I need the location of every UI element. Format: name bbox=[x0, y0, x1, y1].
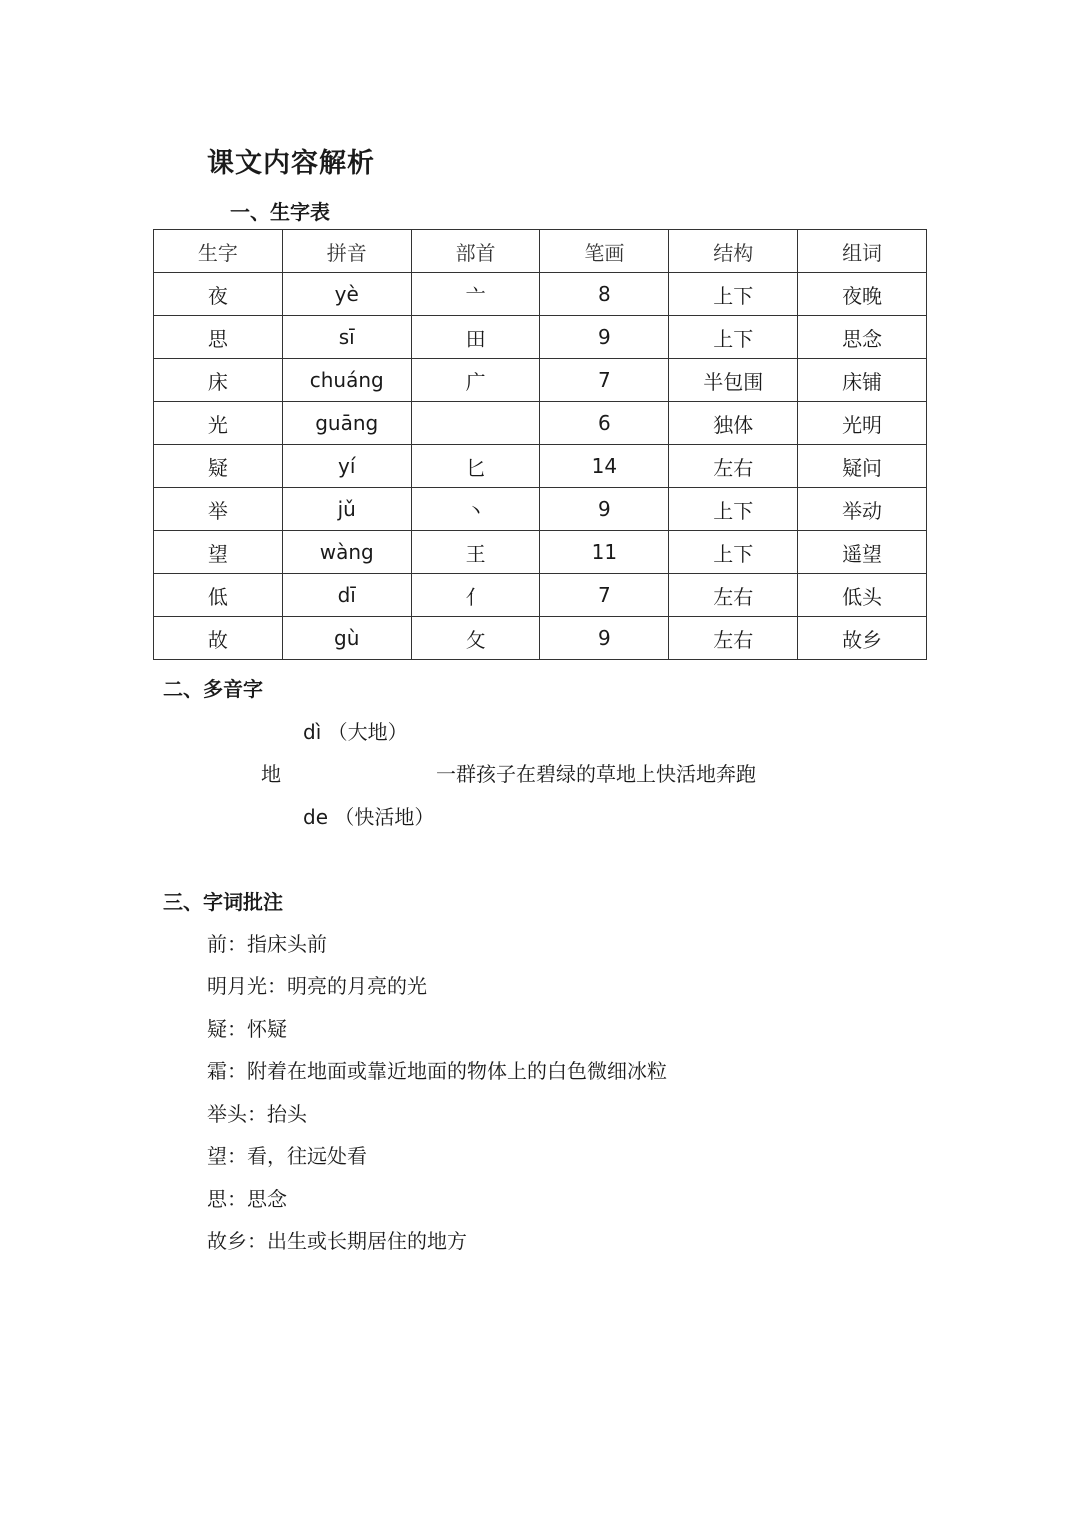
word-cell: 夜晚 bbox=[798, 273, 927, 316]
radical-cell: 亻 bbox=[411, 574, 540, 617]
word-cell: 低头 bbox=[798, 574, 927, 617]
pinyin: dì bbox=[303, 720, 322, 744]
word-cell: 光明 bbox=[798, 402, 927, 445]
example-word: （快活地） bbox=[334, 805, 435, 829]
char-cell: 光 bbox=[154, 402, 283, 445]
table-row bbox=[154, 402, 927, 445]
stroke-count-cell: 9 bbox=[540, 316, 669, 359]
char-cell: 低 bbox=[154, 574, 283, 617]
section-heading-annotations: 三、字词批注 bbox=[163, 890, 283, 914]
structure-cell: 独体 bbox=[669, 402, 798, 445]
pinyin-cell: yè bbox=[282, 273, 411, 316]
column-header: 结构 bbox=[669, 230, 798, 273]
polyphonic-char: 地 bbox=[261, 762, 281, 786]
word-cell: 举动 bbox=[798, 488, 927, 531]
word-cell: 遥望 bbox=[798, 531, 927, 574]
radical-cell: 王 bbox=[411, 531, 540, 574]
section-heading-polyphonic: 二、多音字 bbox=[163, 677, 263, 701]
column-header: 拼音 bbox=[282, 230, 411, 273]
stroke-count-cell: 11 bbox=[540, 531, 669, 574]
table-row bbox=[154, 445, 927, 488]
table-row bbox=[154, 531, 927, 574]
radical-cell: 亠 bbox=[411, 273, 540, 316]
radical-cell: 匕 bbox=[411, 445, 540, 488]
character-table bbox=[153, 229, 927, 660]
polyphonic-reading-2 bbox=[303, 801, 434, 830]
polyphonic-example-sentence: 一群孩子在碧绿的草地上快活地奔跑 bbox=[436, 762, 756, 786]
char-cell: 疑 bbox=[154, 445, 283, 488]
word-cell: 疑问 bbox=[798, 445, 927, 488]
annotation-item: 思：思念 bbox=[207, 1187, 287, 1211]
stroke-count-cell: 8 bbox=[540, 273, 669, 316]
char-cell: 望 bbox=[154, 531, 283, 574]
structure-cell: 左右 bbox=[669, 574, 798, 617]
structure-cell: 左右 bbox=[669, 445, 798, 488]
annotation-item: 举头：抬头 bbox=[207, 1102, 307, 1126]
structure-cell: 半包围 bbox=[669, 359, 798, 402]
example-word: （大地） bbox=[327, 720, 408, 744]
pinyin-cell: dī bbox=[282, 574, 411, 617]
page-title: 课文内容解析 bbox=[207, 148, 375, 179]
structure-cell: 左右 bbox=[669, 617, 798, 660]
column-header: 部首 bbox=[411, 230, 540, 273]
word-cell: 故乡 bbox=[798, 617, 927, 660]
section-heading-char-table: 一、生字表 bbox=[230, 200, 330, 224]
structure-cell: 上下 bbox=[669, 273, 798, 316]
stroke-count-cell: 9 bbox=[540, 617, 669, 660]
char-cell: 思 bbox=[154, 316, 283, 359]
pinyin-cell: chuáng bbox=[282, 359, 411, 402]
table-row bbox=[154, 273, 927, 316]
radical-cell: 田 bbox=[411, 316, 540, 359]
table-row bbox=[154, 316, 927, 359]
radical-cell: 广 bbox=[411, 359, 540, 402]
column-header: 笔画 bbox=[540, 230, 669, 273]
stroke-count-cell: 6 bbox=[540, 402, 669, 445]
pinyin-cell: guāng bbox=[282, 402, 411, 445]
pinyin-cell: gù bbox=[282, 617, 411, 660]
table-header-row bbox=[154, 230, 927, 273]
stroke-count-cell: 7 bbox=[540, 574, 669, 617]
pinyin: de bbox=[303, 805, 328, 829]
structure-cell: 上下 bbox=[669, 488, 798, 531]
word-cell: 床铺 bbox=[798, 359, 927, 402]
char-cell: 夜 bbox=[154, 273, 283, 316]
pinyin-cell: yí bbox=[282, 445, 411, 488]
radical-cell: 攵 bbox=[411, 617, 540, 660]
table-row bbox=[154, 574, 927, 617]
radical-cell bbox=[411, 402, 540, 445]
table-row bbox=[154, 359, 927, 402]
stroke-count-cell: 7 bbox=[540, 359, 669, 402]
column-header: 组词 bbox=[798, 230, 927, 273]
pinyin-cell: sī bbox=[282, 316, 411, 359]
word-cell: 思念 bbox=[798, 316, 927, 359]
radical-cell: 丶 bbox=[411, 488, 540, 531]
pinyin-cell: wàng bbox=[282, 531, 411, 574]
annotation-item: 望：看，往远处看 bbox=[207, 1144, 367, 1168]
structure-cell: 上下 bbox=[669, 531, 798, 574]
pinyin-cell: jǔ bbox=[282, 488, 411, 531]
column-header: 生字 bbox=[154, 230, 283, 273]
stroke-count-cell: 9 bbox=[540, 488, 669, 531]
char-cell: 故 bbox=[154, 617, 283, 660]
char-cell: 举 bbox=[154, 488, 283, 531]
annotation-item: 故乡：出生或长期居住的地方 bbox=[207, 1229, 467, 1253]
table-row bbox=[154, 488, 927, 531]
char-cell: 床 bbox=[154, 359, 283, 402]
stroke-count-cell: 14 bbox=[540, 445, 669, 488]
annotation-item: 明月光：明亮的月亮的光 bbox=[207, 974, 427, 998]
structure-cell: 上下 bbox=[669, 316, 798, 359]
annotation-item: 疑：怀疑 bbox=[207, 1017, 287, 1041]
annotation-item: 霜：附着在地面或靠近地面的物体上的白色微细冰粒 bbox=[207, 1059, 667, 1083]
annotation-item: 前：指床头前 bbox=[207, 932, 327, 956]
table-row bbox=[154, 617, 927, 660]
polyphonic-reading-1 bbox=[303, 716, 408, 745]
